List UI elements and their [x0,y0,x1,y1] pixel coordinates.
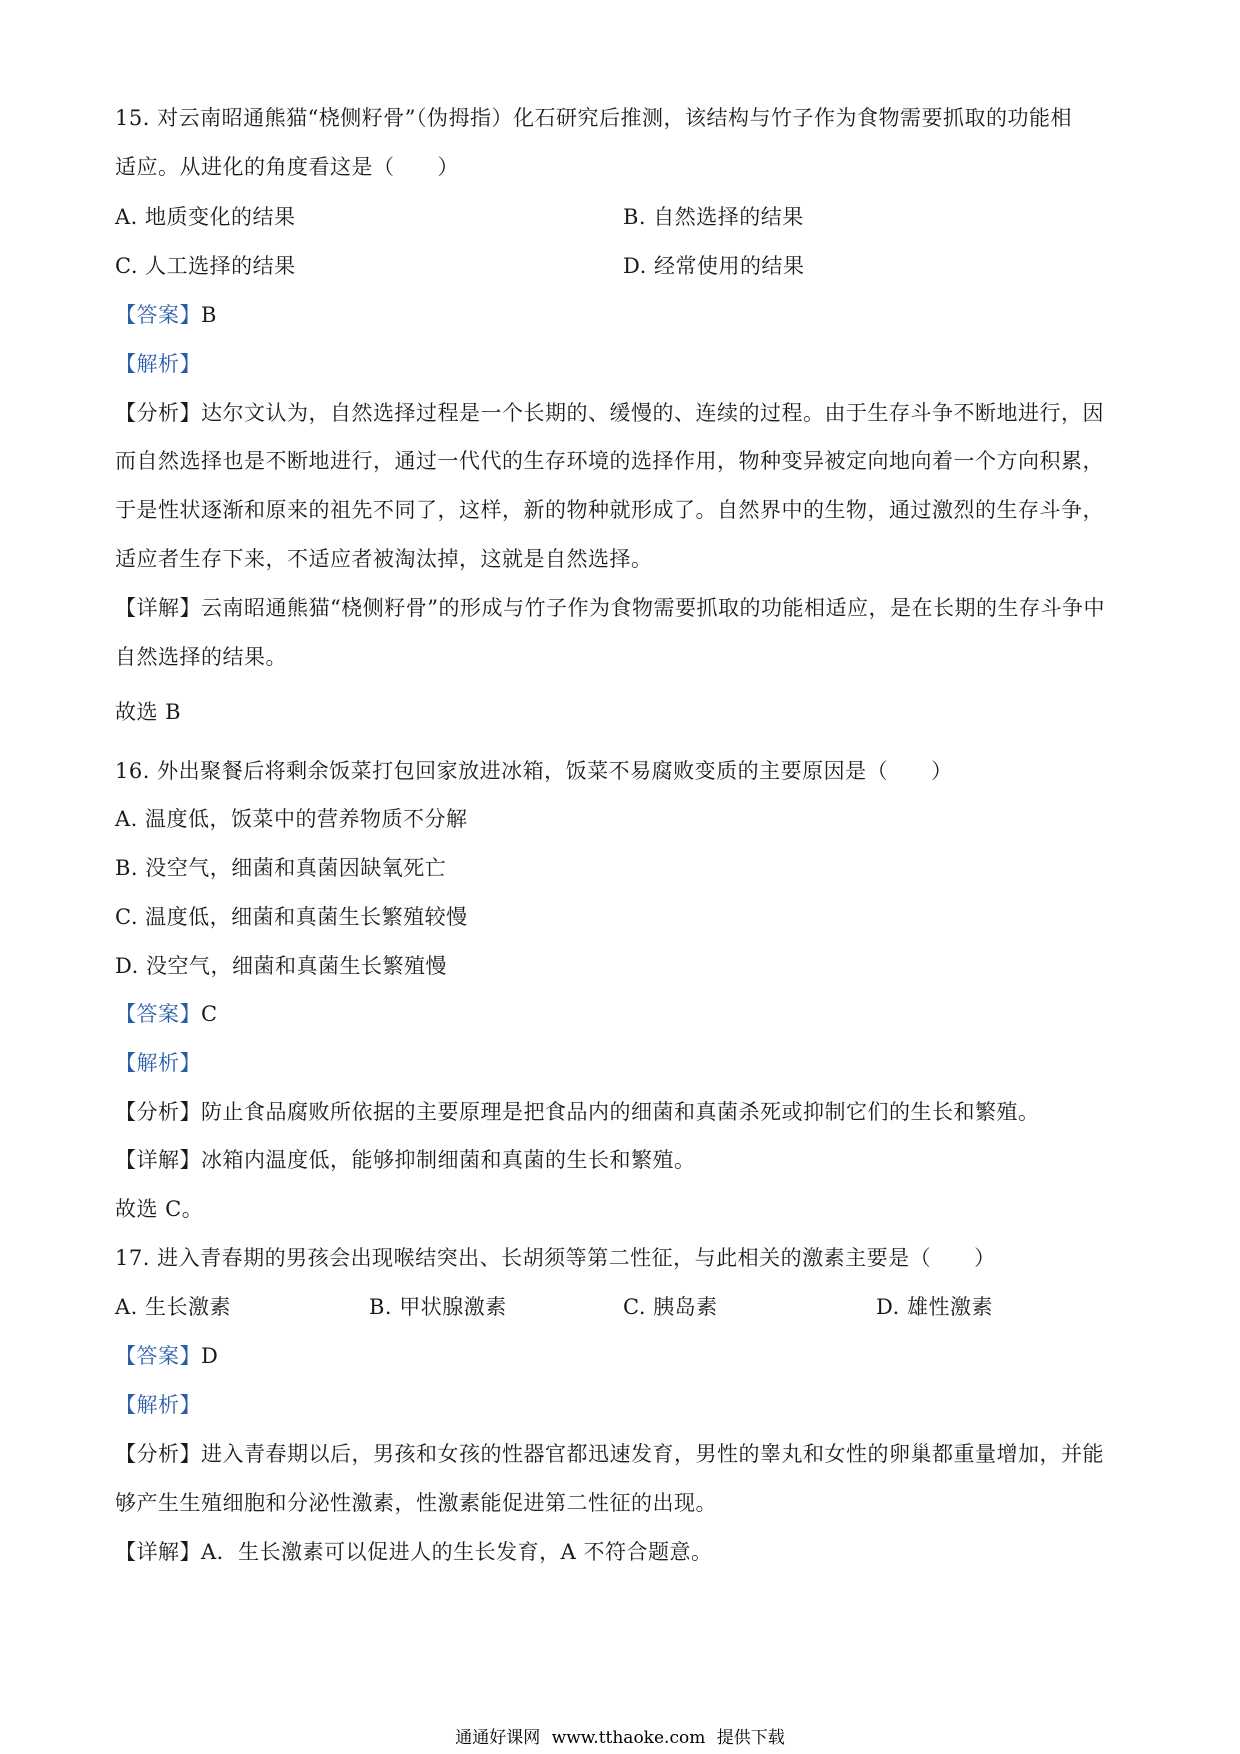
q15-conclusion: 故选 B [115,700,182,724]
analysis-tag: 【解析】 [115,352,201,376]
q17-stem: 17. 进入青春期的男孩会出现喉结突出、长胡须等第二性征，与此相关的激素主要是（ ） [115,1246,996,1270]
footer-suffix: 提供下载 [716,1728,785,1748]
xiangjie-tag: 【详解】 [115,596,201,620]
q15-fenxi-line-1 [115,398,1125,428]
xiangjie-tag: 【详解】 [115,1540,201,1564]
q16-option-c: C. 温度低，细菌和真菌生长繁殖较慢 [115,905,468,929]
q16-option-d: D. 没空气，细菌和真菌生长繁殖慢 [115,954,447,978]
q16-fenxi-line-1 [115,1097,1125,1127]
q17-xiangjie-line-1 [115,1537,1125,1567]
q16-xiangjie-line-1 [115,1145,1125,1175]
q17-fenxi-line-1 [115,1439,1125,1469]
answer-value: C [201,1002,218,1026]
fenxi-tag: 【分析】 [115,401,201,425]
footer-site-name: 通通好课网 [455,1728,541,1748]
xiangjie-text: A．生长激素可以促进人的生长发育，A 不符合题意。 [201,1540,713,1564]
q17-option-c: C. 胰岛素 [623,1295,718,1319]
analysis-tag: 【解析】 [115,1393,201,1417]
q17-option-d: D. 雄性激素 [876,1295,993,1319]
q15-fenxi-line-4: 适应者生存下来，不适应者被淘汰掉，这就是自然选择。 [115,547,653,571]
q15-xiangjie-line-2: 自然选择的结果。 [115,645,287,669]
q15-option-a: A. 地质变化的结果 [115,205,296,229]
q15-option-c: C. 人工选择的结果 [115,254,296,278]
xiangjie-tag: 【详解】 [115,1148,201,1172]
q15-analysis-heading [115,349,1125,379]
answer-tag: 【答案】 [115,303,201,327]
q17-fenxi-line-2: 够产生生殖细胞和分泌性激素，性激素能促进第二性征的出现。 [115,1491,717,1515]
answer-tag: 【答案】 [115,1344,201,1368]
q16-analysis-heading [115,1048,1125,1078]
q17-option-b: B. 甲状腺激素 [369,1295,507,1319]
q15-option-b: B. 自然选择的结果 [623,205,804,229]
analysis-tag: 【解析】 [115,1051,201,1075]
fenxi-tag: 【分析】 [115,1442,201,1466]
q15-fenxi-line-3: 于是性状逐渐和原来的祖先不同了，这样，新的物种就形成了。自然界中的生物，通过激烈的生存斗争， [115,498,1104,522]
xiangjie-text: 冰箱内温度低，能够抑制细菌和真菌的生长和繁殖。 [201,1148,696,1172]
q15-stem-line-2: 适应。从进化的角度看这是（ ） [115,155,459,179]
q16-conclusion: 故选 C。 [115,1197,204,1221]
footer-url[interactable]: www.tthaoke.com [551,1728,706,1748]
q15-xiangjie-line-1 [115,593,1125,623]
answer-value: B [201,303,217,327]
q15-fenxi-line-2: 而自然选择也是不断地进行，通过一代代的生存环境的选择作用，物种变异被定向地向着一个方向积累， [115,449,1104,473]
q16-stem: 16. 外出聚餐后将剩余饭菜打包回家放进冰箱，饭菜不易腐败变质的主要原因是（ ） [115,759,953,783]
q15-option-d: D. 经常使用的结果 [623,254,805,278]
q17-option-a: A. 生长激素 [115,1295,232,1319]
xiangjie-text: 云南昭通熊猫“桡侧籽骨”的形成与竹子作为食物需要抓取的功能相适应，是在长期的生存斗争中 [201,596,1105,620]
page-footer [0,1726,1240,1750]
answer-tag: 【答案】 [115,1002,201,1026]
q17-answer [115,1341,1125,1371]
q17-analysis-heading [115,1390,1125,1420]
q15-answer [115,300,1125,330]
fenxi-tag: 【分析】 [115,1100,201,1124]
q15-stem-line-1: 15. 对云南昭通熊猫“桡侧籽骨”（伪拇指）化石研究后推测，该结构与竹子作为食物需要抓取的功能相 [115,106,1073,130]
q16-answer [115,999,1125,1029]
fenxi-text: 进入青春期以后，男孩和女孩的性器官都迅速发育，男性的睾丸和女性的卵巢都重量增加，并能 [201,1442,1104,1466]
fenxi-text: 防止食品腐败所依据的主要原理是把食品内的细菌和真菌杀死或抑制它们的生长和繁殖。 [201,1100,1040,1124]
answer-value: D [201,1344,219,1368]
q16-option-a: A. 温度低，饭菜中的营养物质不分解 [115,807,468,831]
fenxi-text: 达尔文认为，自然选择过程是一个长期的、缓慢的、连续的过程。由于生存斗争不断地进行，因 [201,401,1104,425]
q16-option-b: B. 没空气，细菌和真菌因缺氧死亡 [115,856,447,880]
